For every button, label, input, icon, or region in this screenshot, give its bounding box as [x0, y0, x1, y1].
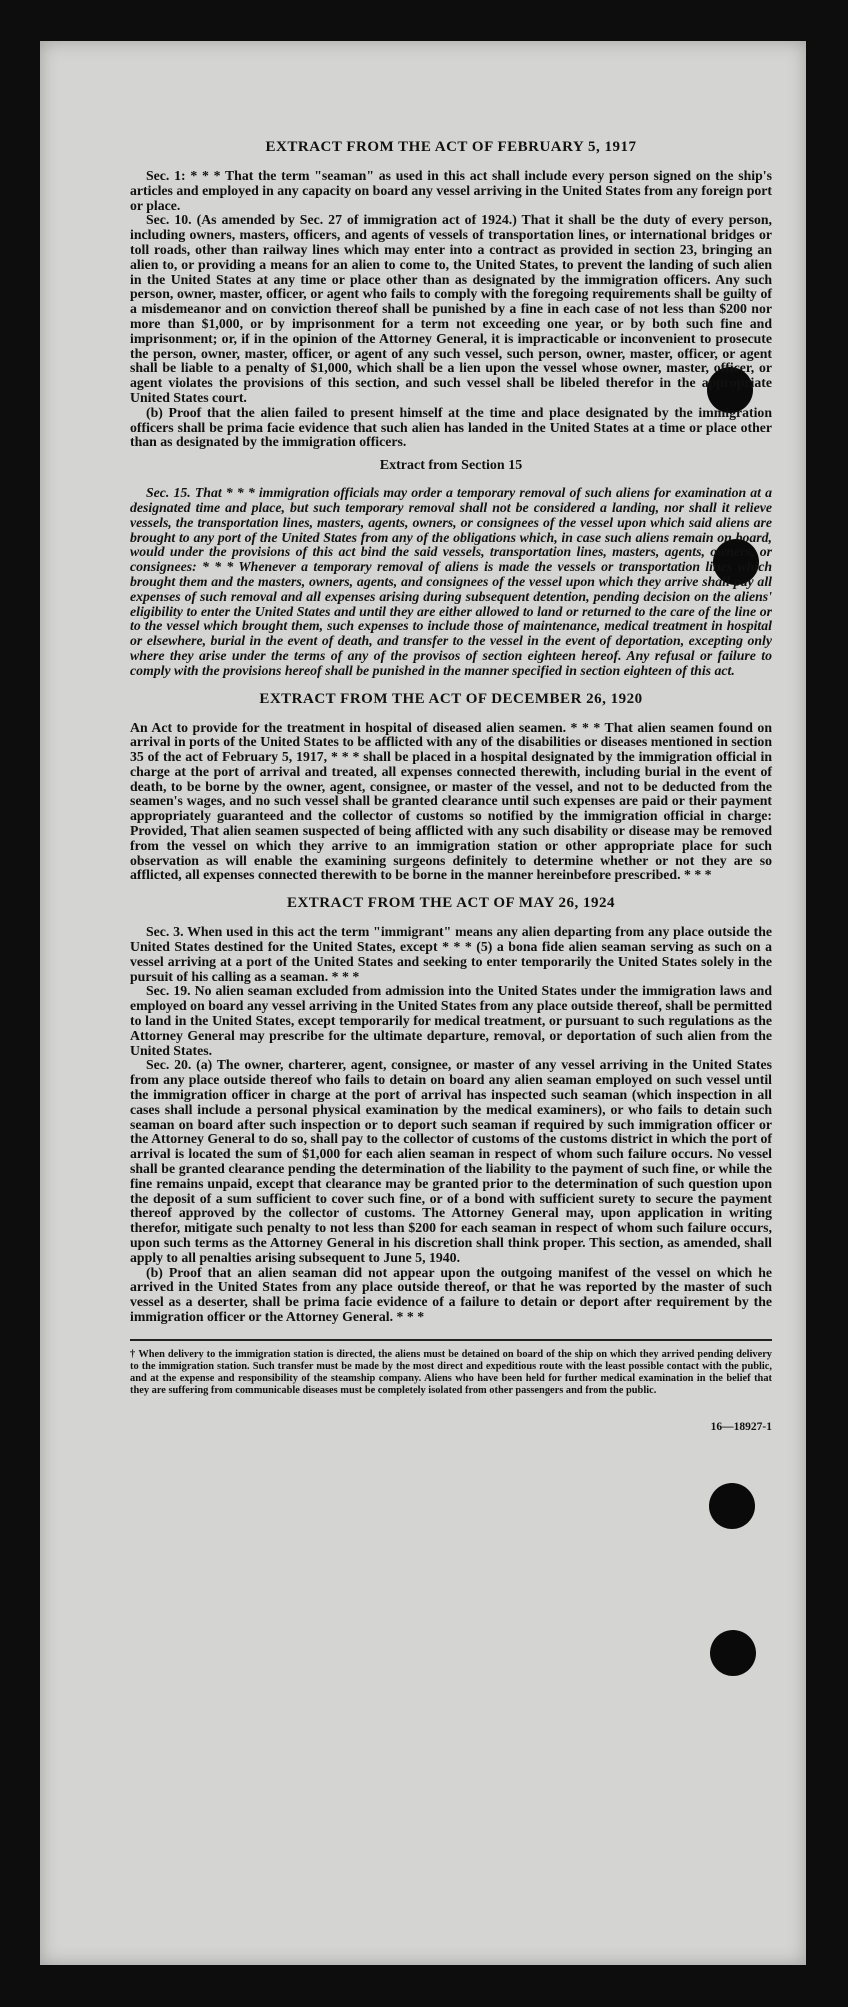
paragraph-sec-10-b: (b) Proof that the alien failed to present himself at the time and place designated by the immigration officers shall be prima facie evidence that such alien has landed in the United States at a time or place other than as designated by the immigration officers.: [130, 404, 772, 450]
heading-act-1924: EXTRACT FROM THE ACT OF MAY 26, 1924: [286, 895, 616, 912]
heading-act-1917: EXTRACT FROM THE ACT OF FEBRUARY 5, 1917: [265, 139, 637, 155]
paragraph-sec-20-a: Sec. 20. (a) The owner, charterer, agent, consignee, or master of any vessel arriving in the United States from any place outside thereof who fails to detain on board any alien seaman employed on such vessel until the immigration officer in charge at the port of arrival has inspected such seaman (which inspection in all cases shall include a personal physical examination by the medical examiners), or who fails to detain such seaman on board after such inspection or to deport such seaman if required by such immigration officer or the Attorney General to do so, shall pay to the collector of customs of the customs district in which the port of arrival is located the sum of $1,000 for each alien seaman in respect of whom such failure occurs. No vessel shall be granted clearance pending the determination of the liability to the payment of such fine, or while the fine remains unpaid, except that clearance may be granted prior to the determination of such question upon the deposit of a sum sufficient to cover such fine, or of a bond with sufficient surety to secure the payment thereof approved by the collector of customs. The Attorney General may, upon application in writing therefor, mitigate such penalty to not less than $200 for each seaman in respect of whom such failure occurs, upon such terms as the Attorney General in his discretion shall think proper. This section, as amended, shall apply to all penalties arising subsequent to June 5, 1940.: [130, 1057, 772, 1265]
paragraph-sec-10: Sec. 10. (As amended by Sec. 27 of immigration act of 1924.) That it shall be the duty of every person, including owners, masters, officers, and agents of vessels of transportation lines, or international bridges or toll roads, other than railway lines which may enter into a contract as provided in section 23, bringing an alien to, or providing a means for an alien to come to, the United States, to prevent the landing of such alien in the United States at any time or place other than as designated by the immigration officers. Any such person, owner, master, officer, or agent who fails to comply with the foregoing requirements shall be guilty of a misdemeanor and on conviction thereof shall be punished by a fine in each case of not less than $200 nor more than $1,000, or by imprisonment for a term not exceeding one year, or by both such fine and imprisonment; or, if in the opinion of the Attorney General, it is impracticable or inconvenient to prosecute the person, owner, master, officer, or agent of any such vessel, such person, owner, master, officer, or agent shall be liable to a penalty of $1,000, which shall be a lien upon the vessel whose owner, master, officer, or agent violates the provisions of this section, and such vessel shall be libeled therefor in the appropriate United States court.: [130, 212, 772, 405]
paragraph-sec-1: Sec. 1: * * * That the term "seaman" as used in this act shall include every person signed on the ship's articles and employed in any capacity on board any vessel arriving in the United States from any foreign port or place.: [130, 168, 772, 213]
footnote: † When delivery to the immigration station is directed, the aliens must be detained on board of the ship on which they arrived pending delivery to the immigration station. Such transfer must be made by the most direct and expeditious route with the least possible contact with the public, and at the expense and responsibility of the steamship company. Aliens who have been held for further medical examination in the belief that they are suffering from communicable diseases must be completely isolated from other passengers and from the public.: [130, 1348, 772, 1396]
paragraph-sec-20-b: (b) Proof that an alien seaman did not appear upon the outgoing manifest of the vessel on which he arrived in the United States from any place outside thereof, or that he was reported by the master of such vessel as a deserter, shall be prima facie evidence of a failure to detain or deport after requirement by the immigration officer or the Attorney General. * * *: [130, 1264, 772, 1324]
divider: [130, 1339, 772, 1341]
form-number: 16—18927-1: [710, 1420, 772, 1433]
punch-hole: [710, 1630, 756, 1676]
paragraph-sec-19: Sec. 19. No alien seaman excluded from admission into the United States under the immigration laws and employed on board any vessel arriving in the United States from any place outside thereof, shall be permitted to land in the United States, except temporarily for medical treatment, or pursuant to such regulations as the Attorney General may prescribe for the ultimate departure, removal, or deportation of such alien from the United States.: [130, 983, 772, 1058]
document-body: [130, 139, 772, 1433]
heading-act-1920: EXTRACT FROM THE ACT OF DECEMBER 26, 1920: [259, 690, 643, 707]
paragraph-sec-3: Sec. 3. When used in this act the term "immigrant" means any alien departing from any place outside the United States destined for the United States, except * * * (5) a bona fide alien seaman serving as such on a vessel arriving at a port of the United States and seeking to enter temporarily the United States solely in the pursuit of his calling as a seaman. * * *: [130, 924, 772, 984]
punch-hole: [709, 1483, 755, 1529]
paragraph-act-1920: An Act to provide for the treatment in hospital of diseased alien seamen. * * * That alien seamen found on arrival in ports of the United States to be afflicted with any of the disabilities or diseases mentioned in section 35 of the act of February 5, 1917, * * * shall be placed in a hospital designated by the immigration official in charge at the port of arrival and treated, all expenses connected therewith, including burial in the event of death, to be borne by the owner, agent, consignee, or master of the vessel, and not to be deducted from the seamen's wages, and no such vessel shall be granted clearance until such expenses are paid or their payment appropriately guaranteed and the collector of customs so notified by the immigration official in charge: Provided, That alien seamen suspected of being afflicted with any such disability or disease may be removed from the vessel on which they arrive to an immigration station or other appropriate place for such observation as will enable the examining surgeons definitely to determine whether or not they are so afflicted, all expenses connected therewith to be borne in the manner hereinbefore prescribed. * * *: [130, 719, 772, 883]
paragraph-sec-15: Sec. 15. That * * * immigration officials may order a temporary removal of such aliens for examination at a designated time and place, but such temporary removal shall not be considered a landing, nor shall it relieve vessels, the transportation lines, masters, agents, owners, or consignees of the vessel upon which said aliens are brought to any port of the United States from any of the obligations which, in case such aliens remain on board, would under the provisions of this act bind the said vessels, transportation lines, masters, agents, owners, or consignees: * * * Whenever a temporary removal of aliens is made the vessels or transportation lines which brought them and the masters, owners, agents, and consignees of the vessel upon which they arrive shall pay all expenses of such removal and all expenses arising during subsequent detention, pending decision on the aliens' eligibility to enter the United States and until they are either allowed to land or returned to the care of the line or to the vessel which brought them, such expenses to include those of maintenance, medical treatment in hospital or elsewhere, burial in the event of death, and transfer to the vessel in the event of deportation, excepting only where they arise under the terms of any of the provisos of section eighteen hereof. Any refusal or failure to comply with the provisions hereof shall be punished in the manner specified in section eighteen of this act.: [130, 485, 772, 678]
heading-section-15: Extract from Section 15: [379, 458, 523, 474]
